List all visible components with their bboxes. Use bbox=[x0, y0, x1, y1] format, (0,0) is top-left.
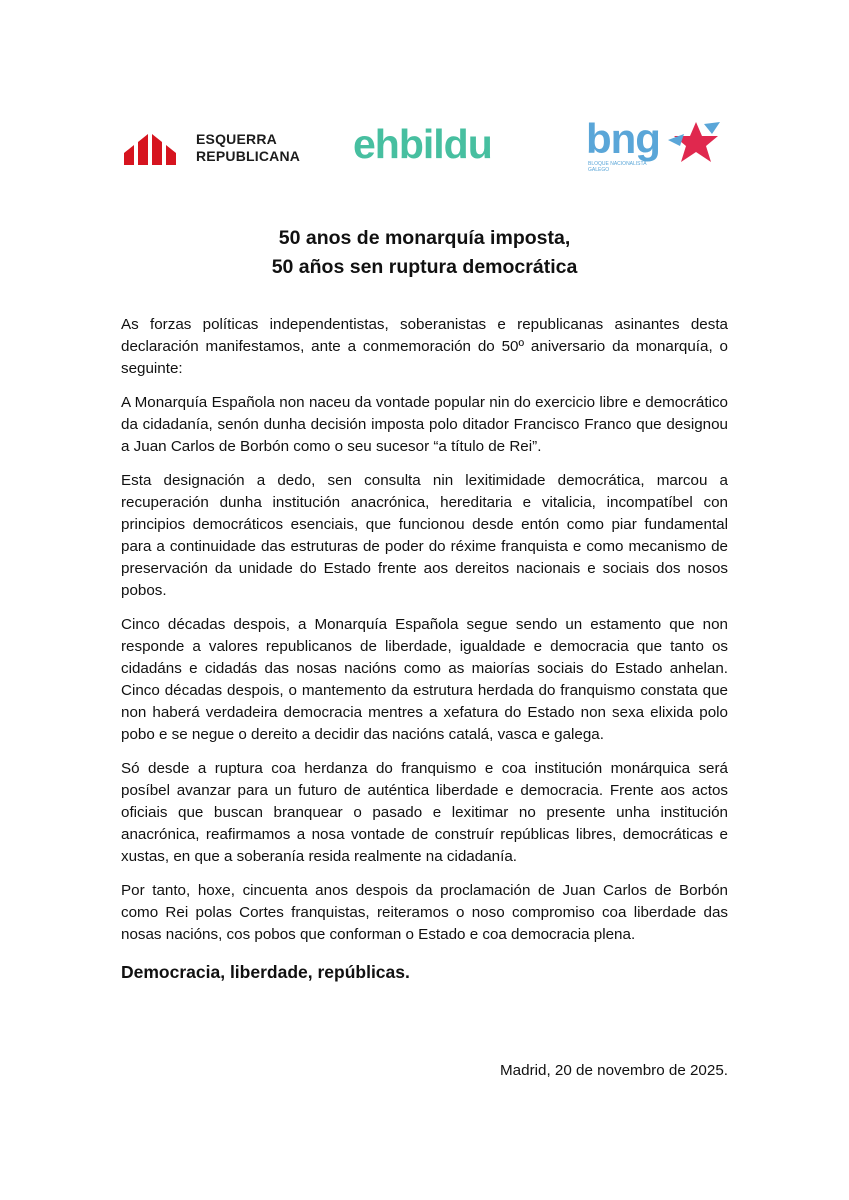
paragraph-designation: Esta designación a dedo, sen consulta nin lexitimidade democrática, marcou a recuperación dunha institución anacrónica, hereditaria e vitalicia, incompatíbel con principios democráticos esenciais, que funcionou desde entón como piar fundamental para a continuidade das estruturas de poder do réxime franquista e como mecanismo de preservación da unidade do Estado frente aos dereitos nacionais e sociais dos nosos pobos. bbox=[121, 472, 728, 599]
erc-bars-icon bbox=[124, 131, 182, 165]
title-line-2: 50 años sen ruptura democrática bbox=[271, 256, 578, 278]
erc-line2: REPUBLICANA bbox=[196, 148, 301, 164]
erc-logo-text bbox=[196, 131, 300, 165]
erc-logo bbox=[124, 131, 300, 165]
document-body bbox=[121, 314, 728, 984]
star-icon bbox=[666, 120, 726, 164]
bng-logo bbox=[586, 115, 660, 173]
bng-logo-text: bng bbox=[586, 115, 660, 162]
paragraph-intro: As forzas políticas independentistas, soberanistas e republicanas asinantes desta declaración manifestamos, ante a conmemoración do 50º aniversario da monarquía, o seguinte: bbox=[121, 316, 728, 377]
paragraph-origin: A Monarquía Española non naceu da vontade popular nin do exercicio libre e democrático da cidadanía, senón dunha decisión imposta polo ditador Francisco Franco que designou a Juan Carlos de Borbón como o seu sucesor “a título de Rei”. bbox=[121, 394, 728, 455]
document-title bbox=[0, 224, 849, 282]
title-line-1: 50 anos de monarquía imposta, bbox=[278, 227, 571, 249]
paragraph-commitment: Por tanto, hoxe, cincuenta anos despois da proclamación de Juan Carlos de Borbón como Rei polas Cortes franquistas, reiteramos o noso compromiso coa liberdade das nosas nacións, cos pobos que conforman o Estado e coa democracia plena. bbox=[121, 882, 728, 943]
place-date-signoff: Madrid, 20 de novembro de 2025. bbox=[500, 1062, 728, 1079]
erc-line1: ESQUERRA bbox=[196, 131, 277, 147]
paragraph-rupture: Só desde a ruptura coa herdanza do franquismo e coa institución monárquica será posíbel avanzar para un futuro de auténtica liberdade e democracia. Frente aos actos oficiais que buscan branquear o pasado e lexitimar no presente unha institución anacrónica, reafirmamos a nosa vontade de construír repúblicas libres, democráticas e xustas, en que a soberanía resida realmente na cidadanía. bbox=[121, 760, 728, 865]
logos-header bbox=[0, 115, 849, 178]
paragraph-five-decades: Cinco décadas despois, a Monarquía Española segue sendo un estamento que non responde a valores republicanos de liberdade, igualdade e democracia que tanto os cidadáns e cidadás das nosas nacións como as maiorías sociais do Estado anhelan. Cinco décadas despois, o mantemento da estrutura herdada do franquismo constata que non haberá verdadeira democracia mentres a xefatura do Estado non sexa elixida polo pobo e se negue o dereito a decidir das nacións catalá, vasca e galega. bbox=[121, 616, 728, 743]
closing-slogan: Democracia, liberdade, repúblicas. bbox=[121, 962, 410, 982]
bng-logo-subtitle: BLOQUE NACIONALISTA GALEGO bbox=[588, 161, 647, 173]
ehbildu-logo: ehbildu bbox=[353, 121, 492, 167]
